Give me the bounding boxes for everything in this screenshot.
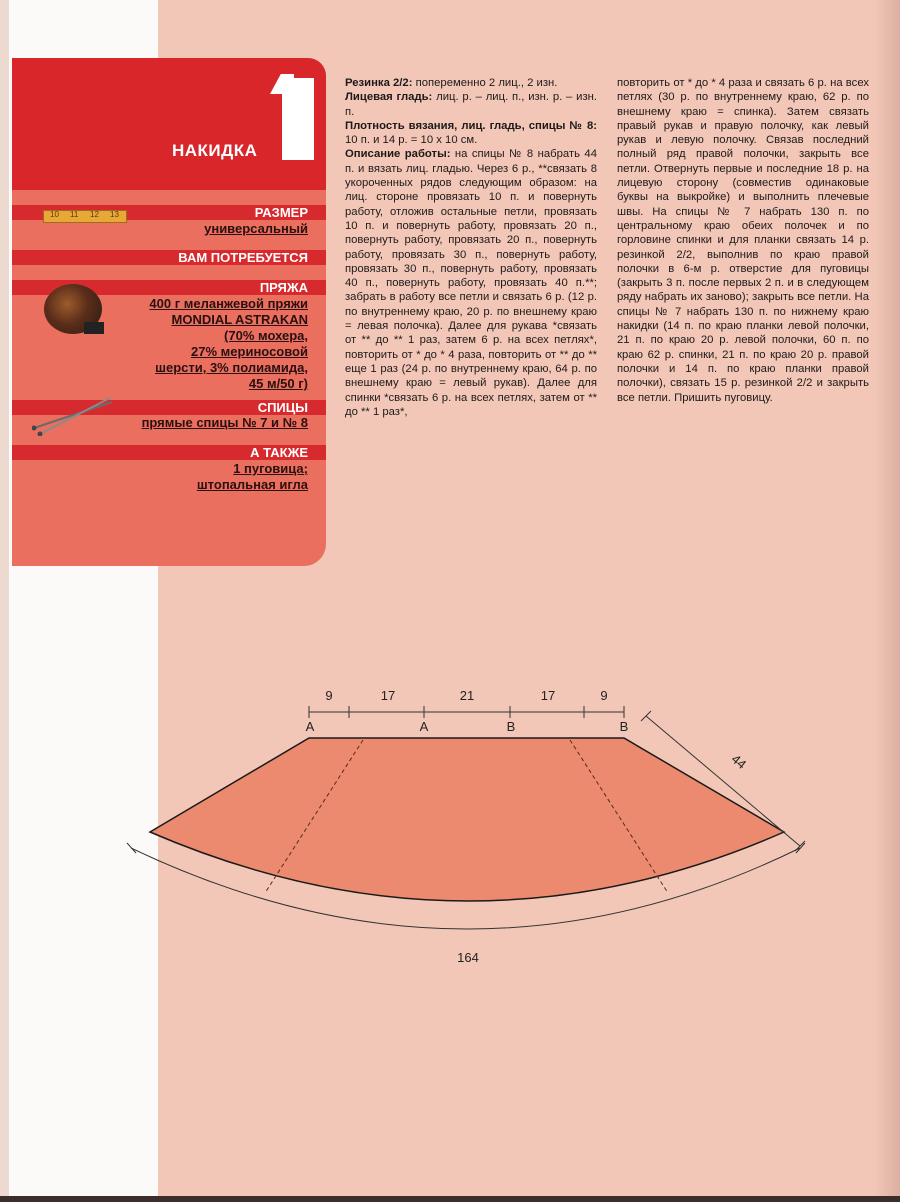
size-header: РАЗМЕР [12, 205, 326, 220]
description-label: Описание работы: [345, 148, 451, 161]
page-bottom-edge [0, 1196, 900, 1202]
dim-label: 21 [459, 688, 475, 703]
dim-label: 17 [380, 688, 396, 703]
cape-shape [150, 738, 784, 901]
rib-text: попеременно 2 лиц., 2 изн. [412, 77, 558, 89]
pattern-title: НАКИДКА [172, 141, 258, 160]
yarn-header: ПРЯЖА [12, 280, 326, 295]
ruler-mark: 11 [70, 210, 79, 219]
dim-label: 17 [540, 688, 556, 703]
dim-label: 9 [600, 688, 608, 703]
side-dim-label: 44 [728, 751, 750, 772]
also-item: 1 пуговица; [233, 461, 308, 476]
yarn-line: 400 г меланжевой пряжи [149, 296, 308, 311]
ruler-mark: 10 [50, 210, 59, 219]
match-letter: B [506, 719, 516, 734]
match-letter: A [305, 719, 315, 734]
also-header: А ТАКЖЕ [12, 445, 326, 460]
gauge-text: 10 п. и 14 р. = 10 х 10 см. [345, 134, 478, 147]
yarn-line: шерсти, 3% полиамида, [155, 360, 308, 375]
need-header: ВАМ ПОТРЕБУЕТСЯ [12, 250, 326, 265]
size-value: универсальный [204, 221, 308, 236]
needles-header: СПИЦЫ [12, 400, 326, 415]
bottom-dim-label: 164 [457, 950, 479, 965]
gauge-label: Плотность вязания, лиц. гладь, спицы № 8: [345, 119, 597, 132]
rib-label: Резинка 2/2: [345, 77, 413, 89]
also-item: штопальная игла [196, 477, 308, 492]
instructions-column-2: повторить от * до * 4 раза и связать 6 р. на всех петлях (30 р. по внутреннему краю, 62 р. по внешнему краю = спинка). Затем связать правый рукав и правую полочку, как левый рукав и левую полочку. Связав последний полный ряд правой полочки, закрыть все петли. Отвернуть первые и последние 18 р. на лицевую сторону (совместив одинаковые буквы на выкройке) и выполнить плечевые швы. На спицы № 7 набрать 130 п. по центральному краю обеих полочек и по горловине спинки и для планки связать 14 р. резинкой 2/2, выполнив по краю правой полочки в 6-м р. отверстие для пуговицы (закрыть 3 п. после первых 2 п. и в следующем ряду набрать их заново); закрыть все петли. На спицы № 7 набрать 130 п. по нижнему краю накидки (14 п. по краю планки левой полочки, 21 п. по краю 20 р. левой полочки, 60 п. по краю 62 р. спинки, 21 п. по краю 20 р. правой полочки и 14 п. по краю планки правой полочки), связать 15 р. резинкой 2/2 и закрыть все петли. Пришить пуговицу. [617, 77, 869, 404]
ruler-mark: 12 [90, 210, 99, 219]
dim-label: 9 [325, 688, 333, 703]
needles-value: прямые спицы № 7 и № 8 [141, 415, 308, 430]
stockinette-text: лиц. р. – лиц. п., изн. р. – изн. п. [345, 91, 597, 118]
description-text: на спицы № 8 набрать 44 п. и вязать лиц. гладью. Через 6 р., **связать 8 укороченных рядов следующим образом: на лиц. стороне провязать 10 п. и повернуть работу, отложив остальные петли, провязать 10 п. и повернуть работу, провязать 20 п., повернуть работу, провязать 20 п., повернуть работу, провязать 30 п., повернуть работу, провязать 30 п., повернуть работу, провязать 40 п., повернуть работу, провязать 40 п.**; забрать в работу все петли и связать 6 р. (12 р. по внутреннему краю, 20 р. по внешнему краю = левая полочка). Далее для рукава *связать от ** до ** 1 раз, затем 6 р. на всех петлях*, повторить от * до * 4 раза, повторить от ** до ** еще 1 раз (24 р. по внутреннему краю, 64 р. по внешнему краю = левый рукав). Далее для спинки *связать 6 р. на всех петлях, затем от ** до ** 1 раз*, [345, 148, 597, 418]
yarn-line: (70% мохера, [224, 328, 308, 343]
yarn-line: 27% мериносовой [191, 344, 308, 359]
dim-tick [127, 843, 136, 853]
match-letter: B [619, 719, 629, 734]
match-letter: A [419, 719, 429, 734]
yarn-line: 45 м/50 г) [248, 376, 308, 391]
ruler-mark: 13 [110, 210, 119, 219]
stockinette-label: Лицевая гладь: [345, 91, 433, 104]
yarn-line: MONDIAL ASTRAKAN [171, 312, 308, 327]
